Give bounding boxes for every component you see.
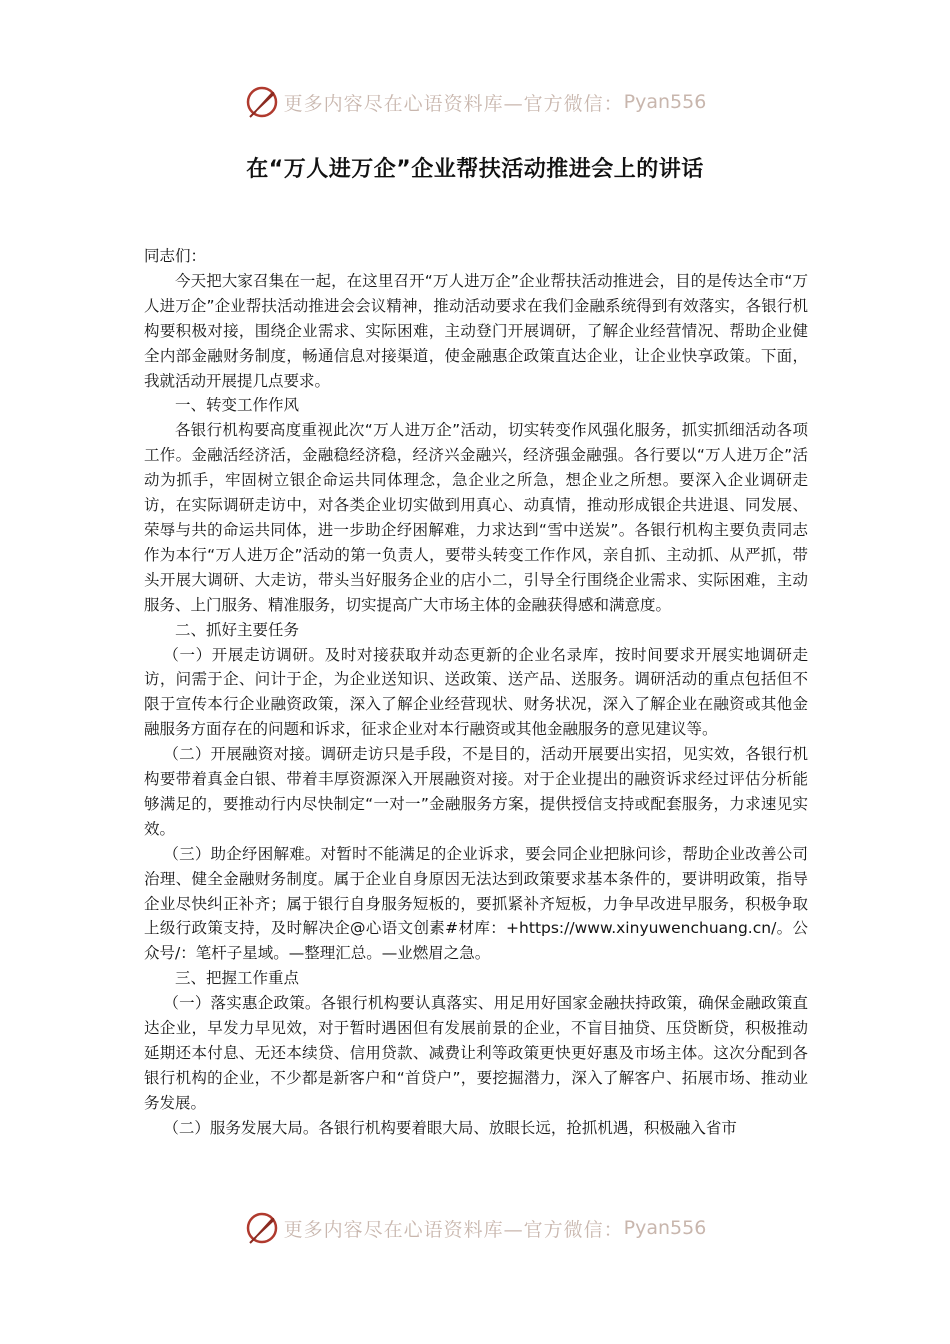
section-heading-3: 三、把握工作重点	[175, 969, 300, 988]
banner-text: 更多内容尽在心语资料库—官方微信：	[283, 1218, 624, 1241]
document-title: 在“万人进万企”企业帮扶活动推进会上的讲话	[246, 157, 704, 182]
paragraph-3-2: （二）服务发展大局。各银行机构要着眼大局、放眼长远，抢抓机遇，积极融入省市	[163, 1118, 737, 1137]
quill-logo-icon	[244, 1210, 280, 1246]
paragraph-2-3: （三）助企纾困解难。对暂时不能满足的企业诉求，要会同企业把脉问诊，帮助企业改善公司治理、健全金融财务制度。属于企业自身原因无法达到政策要求基本条件的，要讲明政策，指导企业尽快纠正补齐；属于银行自身服务短板的，要抓紧补齐短板，力争早改进早服务，积极争取上级行政策支持，及时解决企@心语文创素#材库：+https://www.xinyuwenchuang.cn/。公众号/：笔杆子星域。—整理汇总。—业燃眉之急。	[144, 844, 808, 963]
paragraph-1: 各银行机构要高度重视此次“万人进万企”活动，切实转变作风强化服务，抓实抓细活动各项工作。金融活经济活，金融稳经济稳，经济兴金融兴，经济强金融强。各行要以“万人进万企”活动为抓手，牢固树立银企命运共同体理念，急企业之所急，想企业之所想。要深入企业调研走访，在实际调研走访中，对各类企业切实做到用真心、动真情，推动形成银企共进退、同发展、荣辱与共的命运共同体，进一步助企纾困解难，力求达到“雪中送炭”。各银行机构主要负责同志作为本行“万人进万企”活动的第一负责人，要带头转变工作作风，亲自抓、主动抓、从严抓，带头开展大调研、大走访，带头当好服务企业的店小二，引导全行围绕企业需求、实际困难，主动服务、上门服务、精准服务，切实提高广大市场主体的金融获得感和满意度。	[144, 421, 808, 614]
section-heading-1: 一、转变工作作风	[175, 396, 300, 415]
paragraph-2-1: （一）开展走访调研。及时对接获取并动态更新的企业名录库，按时间要求开展实地调研走访，问需于企、问计于企，为企业送知识、送政策、送产品、送服务。调研活动的重点包括但不限于宣传本行企业融资政策，深入了解企业经营现状、财务状况，深入了解企业在融资或其他金融服务方面存在的问题和诉求，征求企业对本行融资或其他金融服务的意见建议等。	[144, 645, 808, 739]
banner-wechat-id: Pyan556	[623, 91, 707, 113]
section-heading-2: 二、抓好主要任务	[175, 620, 300, 639]
document-body	[144, 244, 808, 1141]
greeting: 同志们：	[144, 247, 207, 265]
paragraph-3-1: （一）落实惠企政策。各银行机构要认真落实、用足用好国家金融扶持政策，确保金融政策直达企业，早发力早见效，对于暂时遇困但有发展前景的企业，不盲目抽贷、压贷断贷，积极推动延期还本付息、无还本续贷、信用贷款、减费让利等政策更快更好惠及市场主体。这次分配到各银行机构的企业，不少都是新客户和“首贷户”，要挖掘潜力，深入了解客户、拓展市场、推动业务发展。	[144, 994, 808, 1112]
paragraph-intro: 今天把大家召集在一起，在这里召开“万人进万企”企业帮扶活动推进会，目的是传达全市“万人进万企”企业帮扶活动推进会会议精神，推动活动要求在我们金融系统得到有效落实，各银行机构要积极对接，围绕企业需求、实际困难，主动登门开展调研，了解企业经营情况、帮助企业健全内部金融财务制度，畅通信息对接渠道，使金融惠企政策直达企业，让企业快享政策。下面，我就活动开展提几点要求。	[144, 271, 808, 390]
header-watermark	[0, 82, 950, 122]
banner-text: 更多内容尽在心语资料库—官方微信：	[283, 92, 624, 115]
footer-watermark	[0, 1208, 950, 1248]
quill-logo-icon	[244, 84, 280, 120]
banner-wechat-id: Pyan556	[623, 1217, 707, 1239]
paragraph-2-2: （二）开展融资对接。调研走访只是手段，不是目的，活动开展要出实招，见实效，各银行机构要带着真金白银、带着丰厚资源深入开展融资对接。对于企业提出的融资诉求经过评估分析能够满足的，要推动行内尽快制定“一对一”金融服务方案，提供授信支持或配套服务，力求速见实效。	[144, 745, 808, 838]
